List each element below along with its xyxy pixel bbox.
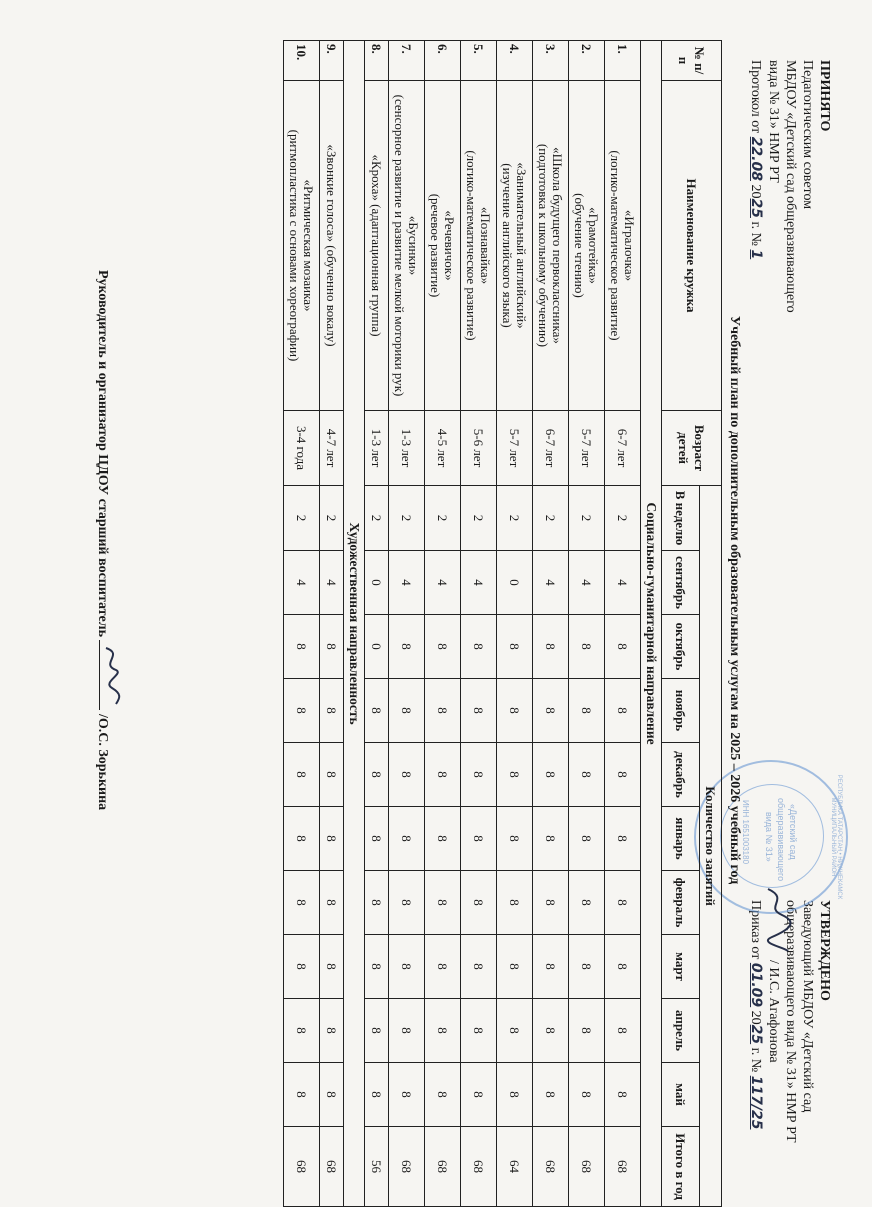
month-cell: 8 — [497, 999, 533, 1063]
month-cell: 8 — [365, 679, 389, 743]
accepted-line2: МБДОУ «Детский сад общеразвивающего — [783, 60, 798, 313]
stamp-text-4: ИНН 1651003180 — [741, 800, 750, 865]
table-row — [284, 41, 320, 1207]
senior-teacher-signature — [98, 644, 126, 706]
month-cell: 8 — [425, 807, 461, 871]
per-week-cell: 2 — [284, 486, 320, 551]
row-number: 4. — [497, 41, 533, 81]
month-cell: 8 — [320, 679, 344, 743]
month-cell: 8 — [284, 679, 320, 743]
section-title: Социально-гуманитарной направление — [641, 41, 662, 1207]
per-week-cell: 2 — [365, 486, 389, 551]
month-cell: 8 — [605, 679, 641, 743]
per-week-cell: 2 — [533, 486, 569, 551]
age-cell: 4-5 лет — [425, 411, 461, 486]
header-per-week: В неделю — [662, 486, 700, 551]
table-row — [320, 41, 344, 1207]
table-row — [533, 41, 569, 1207]
header-month: апрель — [662, 999, 700, 1063]
header-count: Количество занятий — [700, 486, 722, 1207]
total-cell: 68 — [533, 1127, 569, 1207]
age-cell: 5-7 лет — [569, 411, 605, 486]
month-cell: 8 — [605, 615, 641, 679]
age-cell: 5-7 лет — [497, 411, 533, 486]
section-title: Художественная направленность — [344, 41, 365, 1207]
month-cell: 8 — [569, 743, 605, 807]
month-cell: 8 — [605, 871, 641, 935]
course-name: «Грамотейка» — [586, 207, 602, 284]
month-cell: 8 — [533, 743, 569, 807]
month-cell: 4 — [389, 551, 425, 615]
month-cell: 8 — [533, 1063, 569, 1127]
order-prefix: Приказ от — [748, 900, 763, 960]
per-week-cell: 2 — [605, 486, 641, 551]
footer-text: Руководитель и организатор ЦДОУ старший воспитатель — [95, 270, 110, 637]
month-cell: 8 — [365, 743, 389, 807]
month-cell: 8 — [569, 1063, 605, 1127]
month-cell: 8 — [284, 871, 320, 935]
month-cell: 8 — [320, 615, 344, 679]
month-cell: 8 — [320, 807, 344, 871]
header-month: октябрь — [662, 615, 700, 679]
stamp-text-3: вида № 31» — [764, 812, 774, 862]
header-name: Наименование кружка — [662, 81, 722, 411]
row-number: 1. — [605, 41, 641, 81]
header-month: январь — [662, 807, 700, 871]
course-description: (речевое развитие) — [428, 193, 444, 298]
footer-signature-line — [99, 640, 112, 710]
month-cell: 8 — [389, 1063, 425, 1127]
month-cell: 8 — [425, 999, 461, 1063]
age-cell: 3-4 года — [284, 411, 320, 486]
month-cell: 8 — [569, 615, 605, 679]
age-cell: 6-7 лет — [533, 411, 569, 486]
row-number: 7. — [389, 41, 425, 81]
table-row — [425, 41, 461, 1207]
age-cell: 1-3 лет — [365, 411, 389, 486]
month-cell: 8 — [389, 807, 425, 871]
total-cell: 68 — [284, 1127, 320, 1207]
age-cell: 6-7 лет — [605, 411, 641, 486]
stamp-ring-text: РЕСПУБЛИКА ТАТАРСТАН • НИЖНЕКАМСК МУНИЦИПАЛЬНЫЙ РАЙОН — [830, 774, 842, 900]
row-number: 2. — [569, 41, 605, 81]
footer-signature-name: /О.С. Зорькина — [95, 713, 110, 811]
total-cell: 68 — [425, 1127, 461, 1207]
course-name-cell — [569, 81, 605, 411]
age-cell: 5-6 лет — [461, 411, 497, 486]
order-number: 117/25 — [748, 1075, 764, 1130]
approved-line1: Заведующий МБДОУ «Детский сад — [800, 900, 815, 1113]
total-cell: 64 — [497, 1127, 533, 1207]
header-month: сентябрь — [662, 551, 700, 615]
total-cell: 68 — [389, 1127, 425, 1207]
month-cell: 8 — [320, 743, 344, 807]
month-cell: 8 — [569, 871, 605, 935]
order-year: 25 — [748, 1024, 764, 1045]
protocol-prefix: Протокол от — [748, 60, 763, 134]
row-number: 6. — [425, 41, 461, 81]
total-cell: 56 — [365, 1127, 389, 1207]
total-cell: 68 — [461, 1127, 497, 1207]
month-cell: 8 — [569, 935, 605, 999]
order-date: 01.09 — [748, 962, 764, 1008]
month-cell: 8 — [461, 807, 497, 871]
course-description: (логико-математическое развитие) — [608, 150, 624, 341]
month-cell: 8 — [284, 615, 320, 679]
month-cell: 8 — [320, 935, 344, 999]
course-name: «Кроха» (адаптационная группа) — [369, 154, 385, 337]
course-name-cell — [284, 81, 320, 411]
table-row — [569, 41, 605, 1207]
table-row — [365, 41, 389, 1207]
course-name-cell — [365, 81, 389, 411]
month-cell: 8 — [497, 679, 533, 743]
row-number: 8. — [365, 41, 389, 81]
month-cell: 8 — [284, 807, 320, 871]
course-description: (логико-математическое развитие) — [464, 150, 480, 341]
header-month: декабрь — [662, 743, 700, 807]
course-description: (ритмопластика с основами хореографии) — [287, 129, 303, 362]
per-week-cell: 2 — [389, 486, 425, 551]
course-name-cell — [389, 81, 425, 411]
document-title: Учебный план по дополнительным образовательным услугам на 2025 – 2026 учебный год — [727, 315, 742, 885]
course-description: (сенсорное развитие и развитие мелкой моторики рук) — [392, 94, 408, 397]
course-description: (изучение английского языка) — [500, 163, 516, 328]
month-cell: 8 — [425, 743, 461, 807]
course-name: «Речевичок» — [442, 210, 458, 281]
month-cell: 8 — [425, 935, 461, 999]
table-row — [605, 41, 641, 1207]
month-cell: 8 — [365, 935, 389, 999]
month-cell: 8 — [533, 935, 569, 999]
month-cell: 8 — [425, 679, 461, 743]
month-cell: 8 — [533, 871, 569, 935]
month-cell: 8 — [320, 1063, 344, 1127]
month-cell: 8 — [284, 999, 320, 1063]
month-cell: 8 — [605, 999, 641, 1063]
header-num: № п/п — [662, 41, 722, 81]
month-cell: 4 — [533, 551, 569, 615]
month-cell: 8 — [284, 935, 320, 999]
course-name-cell — [605, 81, 641, 411]
course-name-cell — [425, 81, 461, 411]
month-cell: 8 — [389, 999, 425, 1063]
month-cell: 8 — [605, 1063, 641, 1127]
month-cell: 4 — [605, 551, 641, 615]
header-age: Возраст детей — [662, 411, 722, 486]
month-cell: 8 — [389, 679, 425, 743]
month-cell: 8 — [389, 615, 425, 679]
month-cell: 0 — [365, 551, 389, 615]
month-cell: 8 — [461, 999, 497, 1063]
age-cell: 1-3 лет — [389, 411, 425, 486]
course-name: «Ритмическая мозаика» — [301, 179, 317, 312]
approved-line3: / И.С. Агафонова — [766, 960, 781, 1063]
month-cell: 8 — [497, 615, 533, 679]
protocol-year-suffix: г. № — [748, 221, 763, 246]
age-cell: 4-7 лет — [320, 411, 344, 486]
header-month: февраль — [662, 871, 700, 935]
per-week-cell: 2 — [425, 486, 461, 551]
course-name: «Звонкие голоса» (обученно вокалу) — [324, 144, 340, 347]
month-cell: 8 — [533, 615, 569, 679]
month-cell: 8 — [569, 999, 605, 1063]
section-row — [344, 41, 365, 1207]
header-month: май — [662, 1063, 700, 1127]
month-cell: 8 — [320, 871, 344, 935]
month-cell: 8 — [533, 999, 569, 1063]
month-cell: 8 — [533, 679, 569, 743]
table-row — [461, 41, 497, 1207]
month-cell: 8 — [533, 807, 569, 871]
row-number: 5. — [461, 41, 497, 81]
month-cell: 8 — [365, 807, 389, 871]
stamp-text-1: «Детский сад — [788, 804, 798, 860]
course-name: «Игралочка» — [622, 209, 638, 282]
protocol-number: 1 — [748, 249, 764, 260]
course-description: (обучение чтению) — [572, 193, 588, 298]
per-week-cell: 2 — [569, 486, 605, 551]
protocol-line — [747, 60, 764, 259]
row-number: 3. — [533, 41, 569, 81]
month-cell: 4 — [461, 551, 497, 615]
total-cell: 68 — [605, 1127, 641, 1207]
total-cell: 68 — [320, 1127, 344, 1207]
total-cell: 68 — [569, 1127, 605, 1207]
month-cell: 8 — [320, 999, 344, 1063]
header-total: Итого в год — [662, 1127, 700, 1207]
director-signature — [760, 885, 794, 955]
month-cell: 8 — [461, 615, 497, 679]
accepted-line1: Педагогическим советом — [800, 60, 815, 210]
stamp-text-2: общеразвивающего — [776, 798, 786, 882]
month-cell: 4 — [284, 551, 320, 615]
table-body — [284, 41, 662, 1207]
course-name-cell — [461, 81, 497, 411]
course-name-cell — [497, 81, 533, 411]
order-year-prefix: 20 — [748, 1010, 763, 1025]
table-row — [389, 41, 425, 1207]
course-name: «Познавайка» — [478, 206, 494, 285]
month-cell: 8 — [605, 935, 641, 999]
month-cell: 8 — [389, 935, 425, 999]
month-cell: 8 — [365, 999, 389, 1063]
month-cell: 8 — [497, 871, 533, 935]
month-cell: 0 — [497, 551, 533, 615]
month-cell: 8 — [389, 743, 425, 807]
row-number: 10. — [284, 41, 320, 81]
row-number: 9. — [320, 41, 344, 81]
month-cell: 4 — [425, 551, 461, 615]
course-description: (подготовка к школьному обучению) — [536, 143, 552, 348]
protocol-year-prefix: 20 — [748, 184, 763, 199]
month-cell: 8 — [605, 807, 641, 871]
month-cell: 8 — [284, 743, 320, 807]
month-cell: 4 — [569, 551, 605, 615]
month-cell: 8 — [605, 743, 641, 807]
month-cell: 8 — [461, 871, 497, 935]
month-cell: 8 — [425, 871, 461, 935]
month-cell: 8 — [497, 1063, 533, 1127]
per-week-cell: 2 — [497, 486, 533, 551]
order-year-suffix: г. № — [748, 1047, 763, 1073]
month-cell: 8 — [425, 1063, 461, 1127]
table-row — [497, 41, 533, 1207]
month-cell: 8 — [389, 871, 425, 935]
section-row — [641, 41, 662, 1207]
month-cell: 8 — [425, 615, 461, 679]
month-cell: 8 — [365, 871, 389, 935]
accepted-line3: вида № 31» НМР РТ — [766, 60, 781, 183]
per-week-cell: 2 — [320, 486, 344, 551]
course-name: «Бусинки» — [406, 215, 422, 276]
month-cell: 8 — [461, 743, 497, 807]
protocol-date: 22.08 — [748, 136, 764, 181]
course-name: «Школа будущего первоклассника» — [550, 147, 566, 344]
month-cell: 8 — [461, 935, 497, 999]
header-month: ноябрь — [662, 679, 700, 743]
month-cell: 8 — [461, 1063, 497, 1127]
month-cell: 8 — [569, 807, 605, 871]
month-cell: 0 — [365, 615, 389, 679]
course-name-cell — [533, 81, 569, 411]
protocol-year: 25 — [748, 198, 764, 218]
month-cell: 8 — [461, 679, 497, 743]
month-cell: 8 — [497, 807, 533, 871]
month-cell: 8 — [497, 935, 533, 999]
month-cell: 8 — [569, 679, 605, 743]
footer — [94, 270, 112, 810]
course-name-cell — [320, 81, 344, 411]
course-name: «Занимательный английский» — [514, 162, 530, 329]
month-cell: 4 — [320, 551, 344, 615]
per-week-cell: 2 — [461, 486, 497, 551]
month-cell: 8 — [365, 1063, 389, 1127]
month-cell: 8 — [284, 1063, 320, 1127]
approved-title: УТВЕРЖДЕНО — [817, 900, 832, 1001]
curriculum-table — [283, 40, 722, 1207]
accepted-title: ПРИНЯТО — [817, 60, 832, 132]
header-month: март — [662, 935, 700, 999]
approved-line2: общеразвивающего вида № 31» НМР РТ — [783, 900, 798, 1143]
month-cell: 8 — [497, 743, 533, 807]
